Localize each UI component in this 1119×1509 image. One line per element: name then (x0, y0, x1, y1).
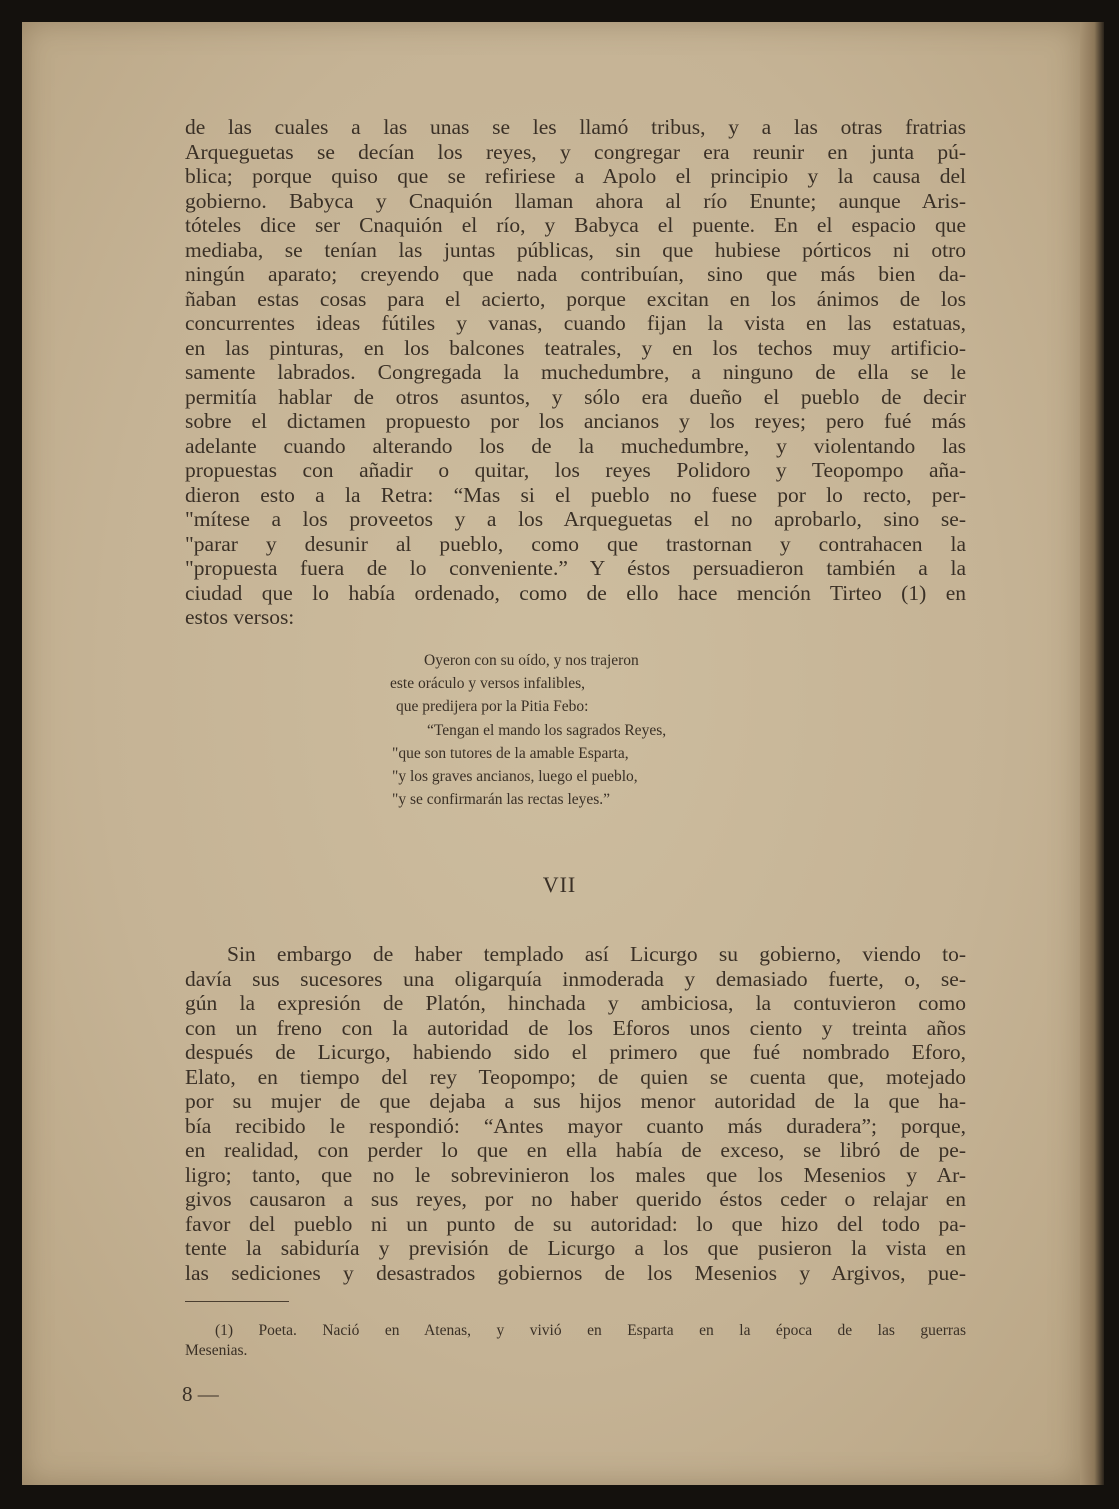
text-line: Elato, en tiempo del rey Teopompo; de quien se cuenta que, motejado (185, 1064, 966, 1089)
text-line: en las pinturas, en los balcones teatrales, y en los techos muy artificio- (185, 335, 966, 360)
section-heading: VII (542, 872, 577, 897)
footnote-line: (1) Poeta. Nació en Atenas, y vivió en Esparta en la época de las guerras (215, 1322, 966, 1339)
text-line: bía recibido le respondió: “Antes mayor cuanto más duradera”; porque, (185, 1113, 966, 1138)
text-line: samente labrados. Congregada la muchedumbre, a ninguno de ella se le (185, 360, 966, 384)
verse-line: este oráculo y versos infalibles, (390, 675, 585, 693)
text-line: por su mujer de que dejaba a sus hijos menor autoridad de la que ha- (185, 1089, 966, 1113)
text-line: ningún aparato; creyendo que nada contribuían, sino que más bien da- (185, 262, 966, 286)
footnote-divider (185, 1301, 289, 1302)
verse-line: que predijera por la Pitia Febo: (396, 698, 589, 716)
text-line: ligro; tanto, que no le sobrevinieron los males que los Mesenios y Ar- (185, 1162, 966, 1187)
text-line: Sin embargo de haber templado así Licurgo su gobierno, viendo to- (227, 942, 966, 966)
paragraph-2 (185, 942, 966, 1285)
verse-quote (390, 649, 810, 811)
text-line: en realidad, con perder lo que en ella había de exceso, se libró de pe- (185, 1138, 966, 1162)
text-line: adelante cuando alterando los de la muchedumbre, y violentando las (185, 433, 966, 458)
text-line: "propuesta fuera de lo conveniente.” Y éstos persuadieron también a la (185, 556, 966, 580)
text-line: davía sus sucesores una oligarquía inmoderada y demasiado fuerte, o, se- (185, 966, 966, 991)
text-line: permitía hablar de otros asuntos, y sólo era dueño el pueblo de decir (185, 384, 966, 409)
text-line: las sediciones y desastrados gobiernos de los Mesenios y Argivos, pue- (185, 1260, 966, 1285)
text-line: mediaba, se tenían las juntas públicas, sin que hubiese pórticos ni otro (185, 237, 966, 262)
text-line: concurrentes ideas fútiles y vanas, cuando fijan la vista en las estatuas, (185, 311, 966, 335)
text-line: de las cuales a las unas se les llamó tribus, y a las otras fratrias (185, 115, 966, 139)
verse-line: "y se confirmarán las rectas leyes.” (392, 791, 611, 809)
text-line: blica; porque quiso que se refiriese a Apolo el principio y la causa del (185, 164, 966, 188)
paragraph-1 (185, 115, 966, 630)
text-line: gobierno. Babyca y Cnaquión llaman ahora al río Enunte; aunque Aris- (185, 188, 966, 213)
text-line: "parar y desunir al pueblo, como que trastornan y contrahacen la (185, 531, 966, 556)
text-line: Arqueguetas se decían los reyes, y congregar era reunir en junta pú- (185, 139, 966, 164)
footnote-line: Mesenias. (185, 1342, 248, 1359)
verse-line: "que son tutores de la amable Esparta, (392, 744, 629, 762)
text-line: favor del pueblo ni un punto de su autoridad: lo que hizo del todo pa- (185, 1211, 966, 1236)
verse-line: “Tengan el mando los sagrados Reyes, (427, 721, 667, 739)
text-line: gún la expresión de Platón, hinchada y ambiciosa, la contuvieron como (185, 991, 966, 1015)
text-line: dieron esto a la Retra: “Mas si el pueblo no fuese por lo recto, per- (185, 482, 966, 507)
footnote (185, 1321, 966, 1361)
text-line: después de Licurgo, habiendo sido el primero que fué nombrado Eforo, (185, 1040, 966, 1064)
text-line: propuestas con añadir o quitar, los reyes Polidoro y Teopompo aña- (185, 458, 966, 482)
text-line: "mítese a los proveetos y a los Arqueguetas el no aprobarlo, sino se- (185, 507, 966, 531)
verse-line: "y los graves ancianos, luego el pueblo, (392, 768, 638, 786)
text-line: ñaban estas cosas para el acierto, porque excitan en los ánimos de los (185, 286, 966, 311)
page-number: 8 — (182, 1382, 219, 1406)
text-line: tóteles dice ser Cnaquión el río, y Babyca el puente. En el espacio que (185, 213, 966, 237)
page-edge (1080, 22, 1104, 1485)
text-line: estos versos: (185, 605, 295, 629)
text-line: con un freno con la autoridad de los Eforos unos ciento y treinta años (185, 1015, 966, 1040)
verse-line: Oyeron con su oído, y nos trajeron (424, 652, 639, 669)
text-line: ciudad que lo había ordenado, como de ello hace mención Tirteo (1) en (185, 580, 966, 605)
text-line: sobre el dictamen propuesto por los ancianos y los reyes; pero fué más (185, 409, 966, 433)
text-line: tente la sabiduría y previsión de Licurgo a los que pusieron la vista en (185, 1236, 966, 1260)
text-line: givos causaron a sus reyes, por no haber querido éstos ceder o relajar en (185, 1187, 966, 1211)
